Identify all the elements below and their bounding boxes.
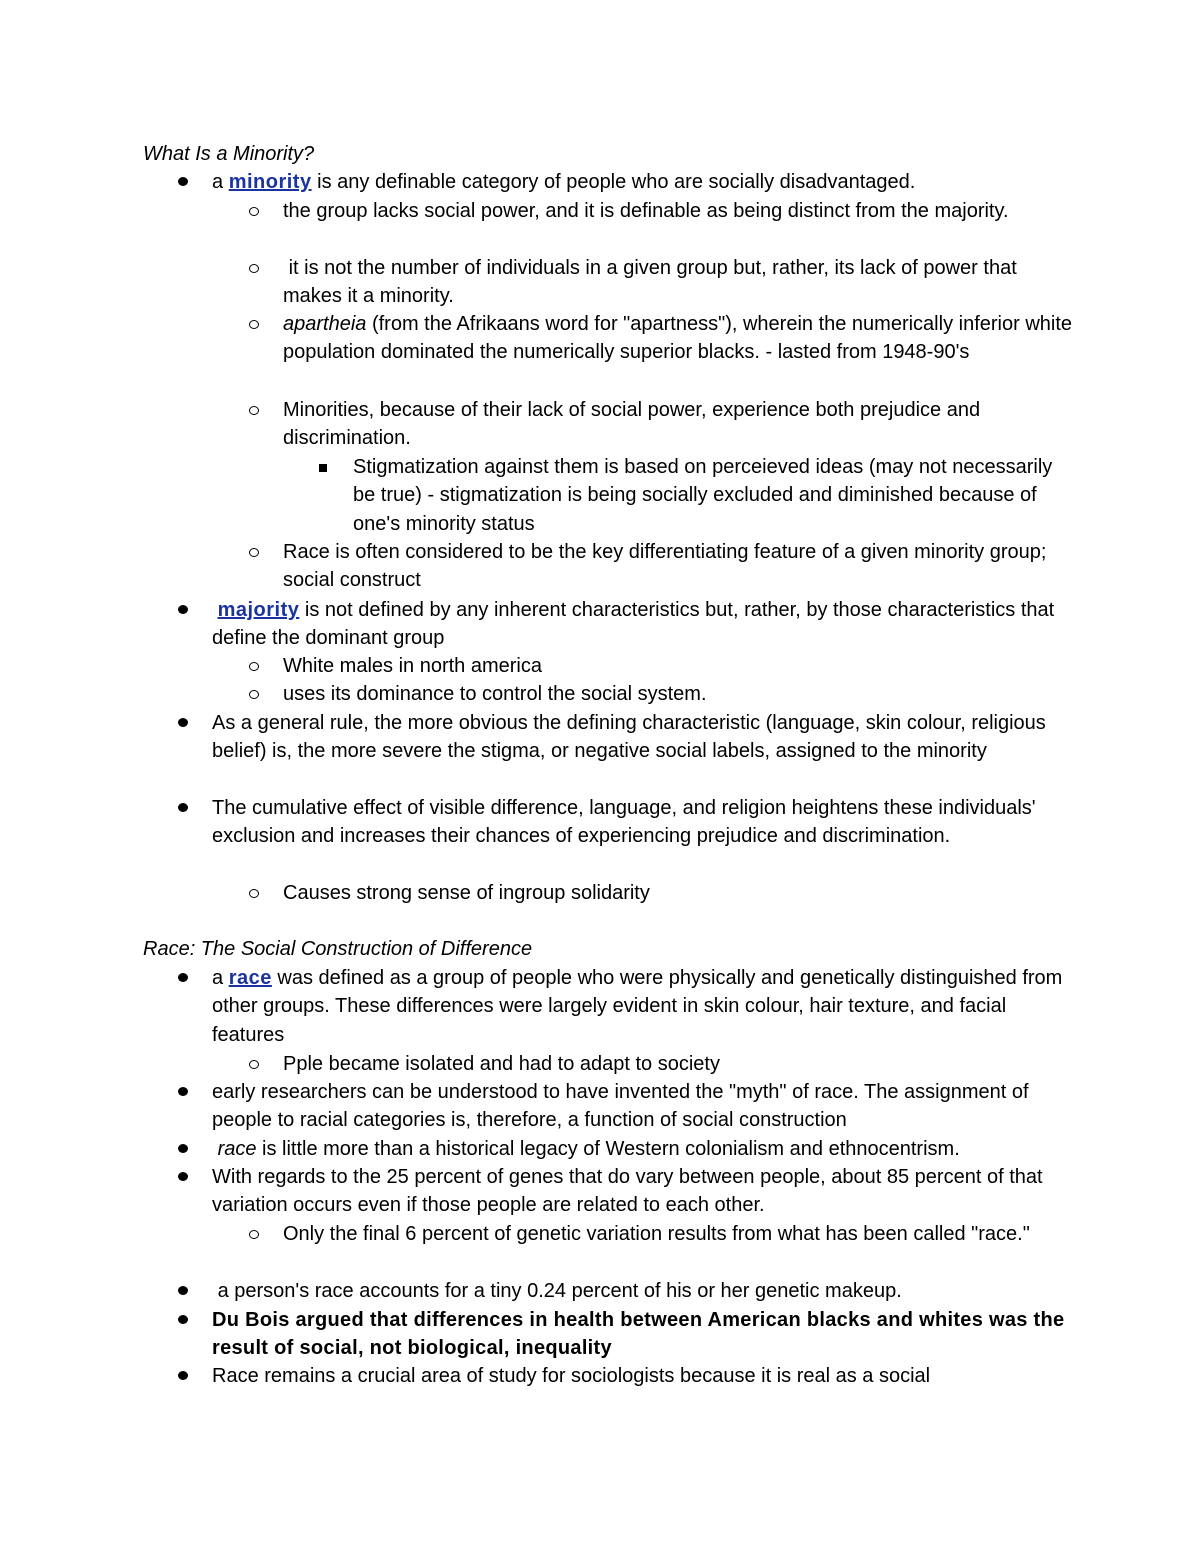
bullet-disc-icon — [178, 803, 188, 812]
bullet-circle-icon — [249, 1230, 259, 1239]
bullet-disc-icon — [178, 718, 188, 727]
list-item: early researchers can be understood to have invented the "myth" of race. The assignment of people to racial categories is, therefore, a function of social construction — [212, 1078, 1072, 1135]
list-item: a person's race accounts for a tiny 0.24 percent of his or her genetic makeup. — [212, 1277, 1072, 1305]
bullet-disc-icon — [178, 1286, 188, 1295]
bullet-circle-icon — [249, 264, 259, 273]
bullet-circle-icon — [249, 1060, 259, 1069]
list-item: Pple became isolated and had to adapt to society — [283, 1050, 1073, 1078]
list-item: race is little more than a historical legacy of Western colonialism and ethnocentrism. — [212, 1135, 1072, 1163]
list-item: The cumulative effect of visible difference, language, and religion heightens these individuals' exclusion and increases their chances of experiencing prejudice and discrimination. — [212, 794, 1072, 851]
bullet-disc-icon — [178, 1144, 188, 1153]
section-heading-race: Race: The Social Construction of Difference — [143, 938, 533, 960]
list-item: Minorities, because of their lack of social power, experience both prejudice and discrimination. — [283, 396, 1073, 453]
list-item: Only the final 6 percent of genetic variation results from what has been called "race." — [283, 1220, 1073, 1248]
list-item: Causes strong sense of ingroup solidarity — [283, 879, 1073, 907]
bullet-circle-icon — [249, 548, 259, 557]
bullet-disc-icon — [178, 1315, 188, 1324]
bullet-disc-icon — [178, 1371, 188, 1380]
list-item: the group lacks social power, and it is definable as being distinct from the majority. — [283, 197, 1073, 225]
bullet-disc-icon — [178, 1087, 188, 1096]
bullet-circle-icon — [249, 690, 259, 699]
bullet-circle-icon — [249, 662, 259, 671]
bullet-circle-icon — [249, 207, 259, 216]
section-heading-minority: What Is a Minority? — [143, 143, 315, 165]
term-race: race — [228, 967, 272, 989]
list-item: apartheia (from the Afrikaans word for "apartness"), wherein the numerically inferior white population dominated the numerically superior blacks. - lasted from 1948-90's — [283, 310, 1073, 367]
bullet-circle-icon — [249, 406, 259, 415]
bullet-disc-icon — [178, 605, 188, 614]
list-item: As a general rule, the more obvious the defining characteristic (language, skin colour, religious belief) is, the more severe the stigma, or negative social labels, assigned to the minority — [212, 709, 1072, 766]
bullet-disc-icon — [178, 177, 188, 186]
list-item: White males in north america — [283, 652, 1073, 680]
list-item: Du Bois argued that differences in health between American blacks and whites was the result of social, not biological, inequality — [212, 1306, 1072, 1363]
term-minority: minority — [228, 171, 312, 193]
list-item: Stigmatization against them is based on perceieved ideas (may not necessarily be true) - stigmatization is being socially excluded and diminished because of one's minority status — [353, 453, 1073, 538]
list-item: a race was defined as a group of people who were physically and genetically distinguished from other groups. These differences were largely evident in skin colour, hair texture, and facial features — [212, 964, 1072, 1049]
list-item: a minority is any definable category of people who are socially disadvantaged. — [212, 168, 1072, 196]
bullet-disc-icon — [178, 973, 188, 982]
bullet-disc-icon — [178, 1172, 188, 1181]
list-item: uses its dominance to control the social system. — [283, 680, 1073, 708]
list-item: it is not the number of individuals in a given group but, rather, its lack of power that makes it a minority. — [283, 254, 1073, 311]
bullet-square-icon — [319, 464, 327, 472]
bullet-circle-icon — [249, 889, 259, 898]
bullet-circle-icon — [249, 320, 259, 329]
list-item: majority is not defined by any inherent characteristics but, rather, by those characteristics that define the dominant group — [212, 596, 1072, 653]
term-majority: majority — [217, 599, 300, 621]
list-item: Race remains a crucial area of study for sociologists because it is real as a social — [212, 1362, 1072, 1390]
list-item: With regards to the 25 percent of genes that do vary between people, about 85 percent of that variation occurs even if those people are related to each other. — [212, 1163, 1072, 1220]
list-item: Race is often considered to be the key differentiating feature of a given minority group; social construct — [283, 538, 1073, 595]
